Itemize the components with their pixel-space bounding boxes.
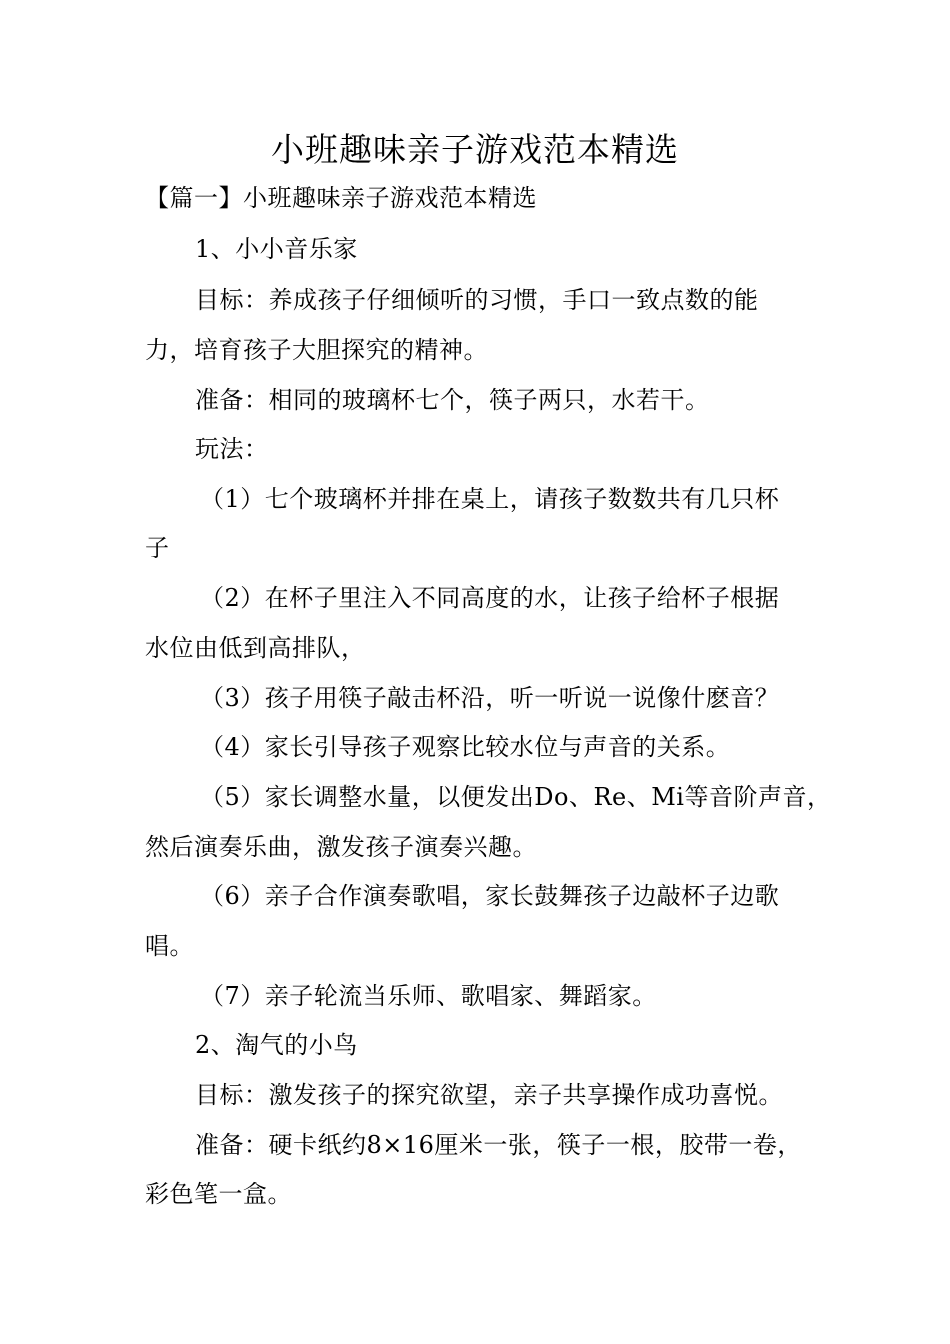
game1-goal-line1: 目标：养成孩子仔细倾听的习惯，手口一致点数的能 bbox=[195, 286, 759, 314]
game1-step2-line1: （2）在杯子里注入不同高度的水，让孩子给杯子根据 bbox=[200, 584, 780, 612]
game1-step7: （7）亲子轮流当乐师、歌唱家、舞蹈家。 bbox=[200, 982, 657, 1010]
section-heading: 【篇一】小班趣味亲子游戏范本精选 bbox=[145, 184, 537, 212]
game1-step1-line1: （1）七个玻璃杯并排在桌上，请孩子数数共有几只杯 bbox=[200, 485, 780, 513]
game2-prep-line2: 彩色笔一盒。 bbox=[145, 1180, 292, 1208]
game1-step3: （3）孩子用筷子敲击杯沿，听一听说一说像什麽音？ bbox=[200, 684, 780, 712]
game2-heading: 2、淘气的小鸟 bbox=[195, 1031, 358, 1059]
game1-play-label: 玩法： bbox=[195, 435, 269, 463]
game1-step5-line1: （5）家长调整水量，以便发出Do、Re、Mi等音阶声音， bbox=[200, 783, 832, 811]
game1-step6-line1: （6）亲子合作演奏歌唱，家长鼓舞孩子边敲杯子边歌 bbox=[200, 882, 780, 910]
game2-prep-line1: 准备：硬卡纸约8×16厘米一张，筷子一根，胶带一卷， bbox=[195, 1131, 802, 1159]
game2-goal: 目标：激发孩子的探究欲望，亲子共享操作成功喜悦。 bbox=[195, 1081, 783, 1109]
document-title: 小班趣味亲子游戏范本精选 bbox=[271, 130, 679, 169]
game1-step1-line2: 子 bbox=[145, 534, 170, 562]
game1-goal-line2: 力，培育孩子大胆探究的精神。 bbox=[145, 336, 488, 364]
game1-step6-line2: 唱。 bbox=[145, 932, 194, 960]
game1-step4: （4）家长引导孩子观察比较水位与声音的关系。 bbox=[200, 733, 731, 761]
game1-step2-line2: 水位由低到高排队， bbox=[145, 634, 366, 662]
game1-step5-line2: 然后演奏乐曲，激发孩子演奏兴趣。 bbox=[145, 833, 537, 861]
game1-heading: 1、小小音乐家 bbox=[195, 235, 358, 263]
game1-prep: 准备：相同的玻璃杯七个，筷子两只，水若干。 bbox=[195, 386, 710, 414]
